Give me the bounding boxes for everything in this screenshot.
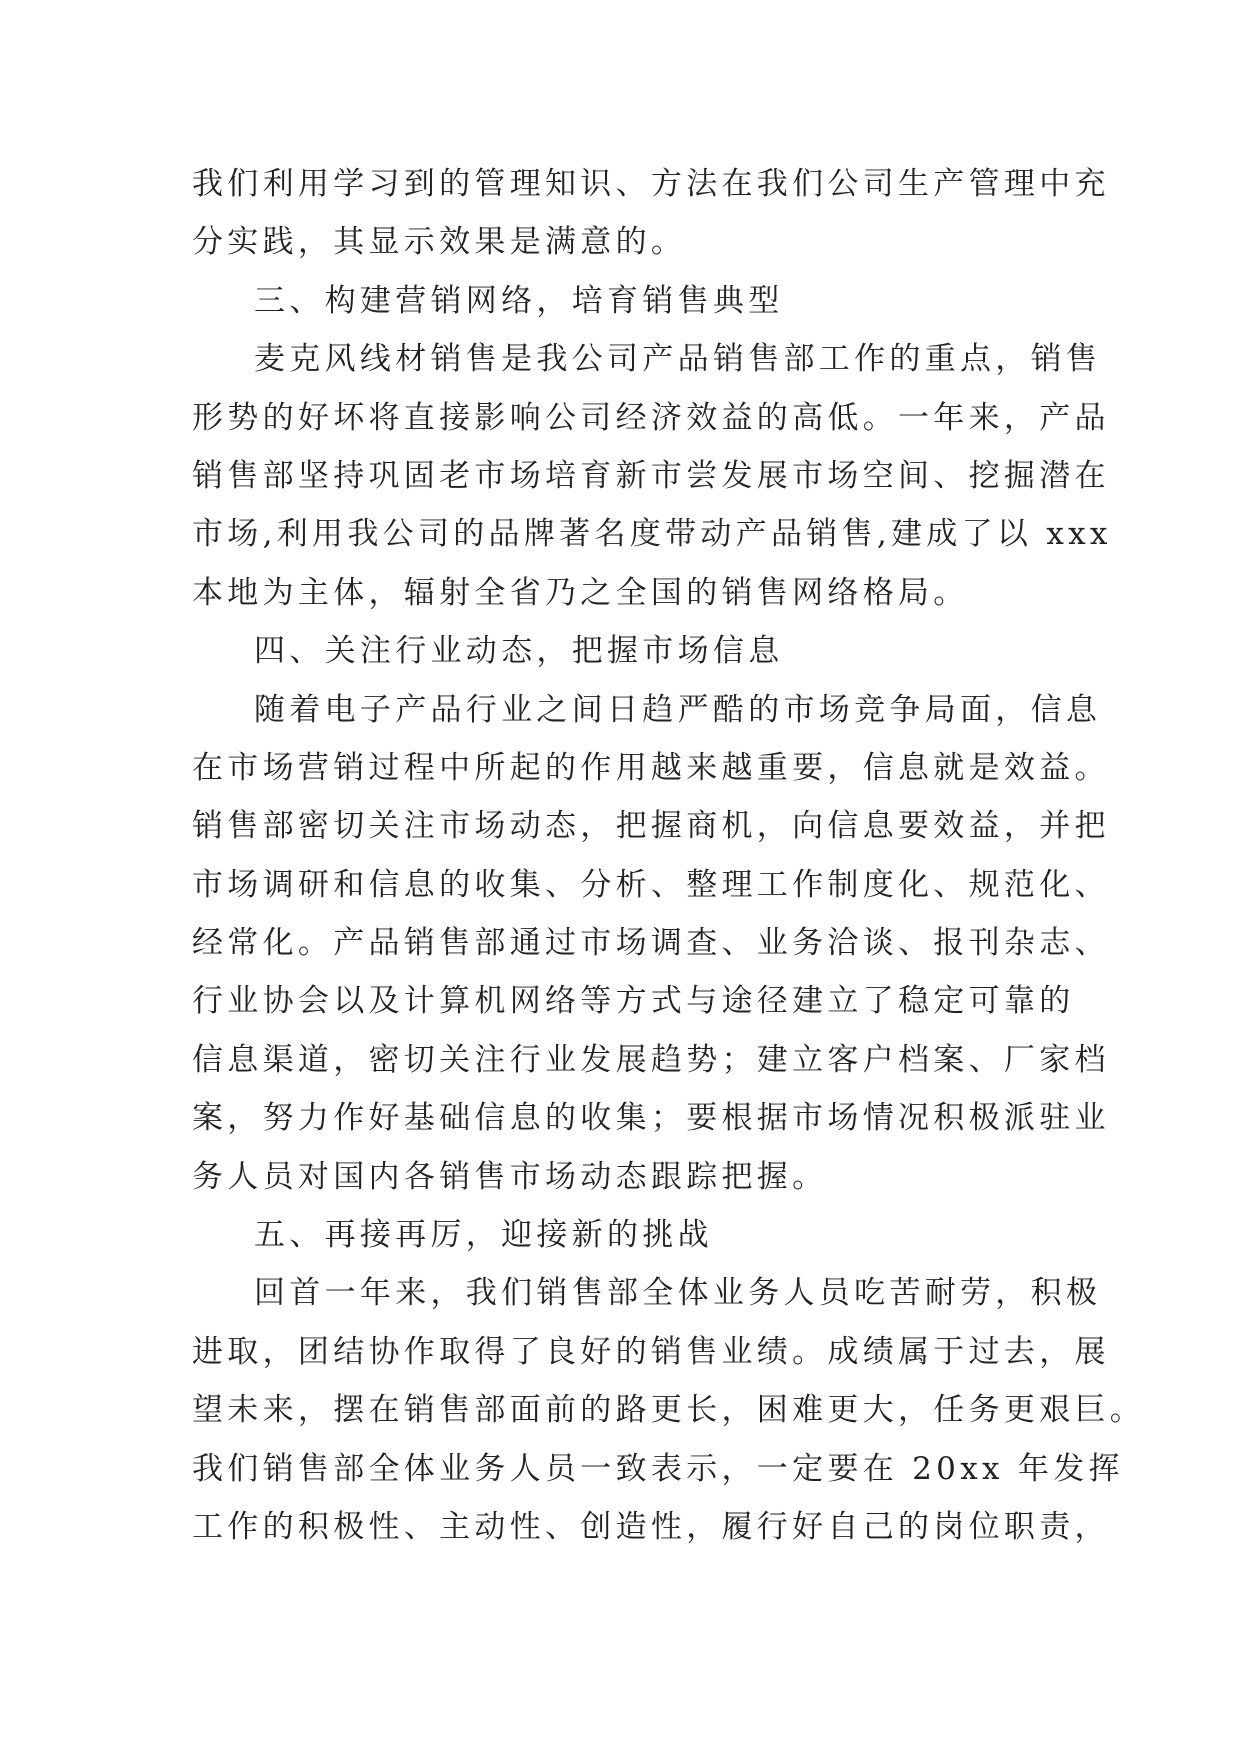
text-line: 经常化。产品销售部通过市场调查、业务洽谈、报刊杂志、 <box>192 925 1110 962</box>
text-line: 回首一年来，我们销售部全体业务人员吃苦耐劳，积极 <box>254 1275 1102 1312</box>
text-line: 在市场营销过程中所起的作用越来越重要，信息就是效益。 <box>192 749 1110 786</box>
text-line: 麦克风线材销售是我公司产品销售部工作的重点，销售 <box>254 341 1102 378</box>
text-line: 本地为主体，辐射全省乃之全国的销售网络格局。 <box>192 574 969 611</box>
text-line: 行业协会以及计算机网络等方式与途径建立了稳定可靠的 <box>192 983 1075 1020</box>
document-page <box>192 155 1146 1556</box>
text-line: 市场调研和信息的收集、分析、整理工作制度化、规范化、 <box>192 866 1110 903</box>
text-line: 销售部坚持巩固老市场培育新市尝发展市场空间、挖掘潜在 <box>192 457 1110 494</box>
text-line: 信息渠道，密切关注行业发展趋势；建立客户档案、厂家档 <box>192 1041 1110 1078</box>
text-line: 我们销售部全体业务人员一致表示，一定要在 20xx 年发挥 <box>192 1450 1124 1487</box>
text-line: 工作的积极性、主动性、创造性，履行好自己的岗位职责， <box>192 1508 1110 1545</box>
text-line: 务人员对国内各销售市场动态跟踪把握。 <box>192 1158 828 1195</box>
text-line: 进取，团结协作取得了良好的销售业绩。成绩属于过去，展 <box>192 1333 1110 1370</box>
text-line: 形势的好坏将直接影响公司经济效益的高低。一年来，产品 <box>192 399 1110 436</box>
text-line: 案，努力作好基础信息的收集；要根据市场情况积极派驻业 <box>192 1100 1110 1137</box>
text-line: 望未来，摆在销售部面前的路更长，困难更大，任务更艰巨。 <box>192 1392 1146 1429</box>
section-heading: 四、关注行业动态，把握市场信息 <box>254 633 784 670</box>
section-heading: 三、构建营销网络，培育销售典型 <box>254 282 784 319</box>
text-line: 市场,利用我公司的品牌著名度带动产品销售,建成了以 xxx <box>192 516 1112 553</box>
text-line: 销售部密切关注市场动态，把握商机，向信息要效益，并把 <box>192 808 1110 845</box>
text-line: 随着电子产品行业之间日趋严酷的市场竞争局面，信息 <box>254 691 1102 728</box>
text-line: 我们利用学习到的管理知识、方法在我们公司生产管理中充 <box>192 166 1110 202</box>
text-line: 分实践，其显示效果是满意的。 <box>192 224 687 261</box>
section-heading: 五、再接再厉，迎接新的挑战 <box>254 1217 713 1254</box>
